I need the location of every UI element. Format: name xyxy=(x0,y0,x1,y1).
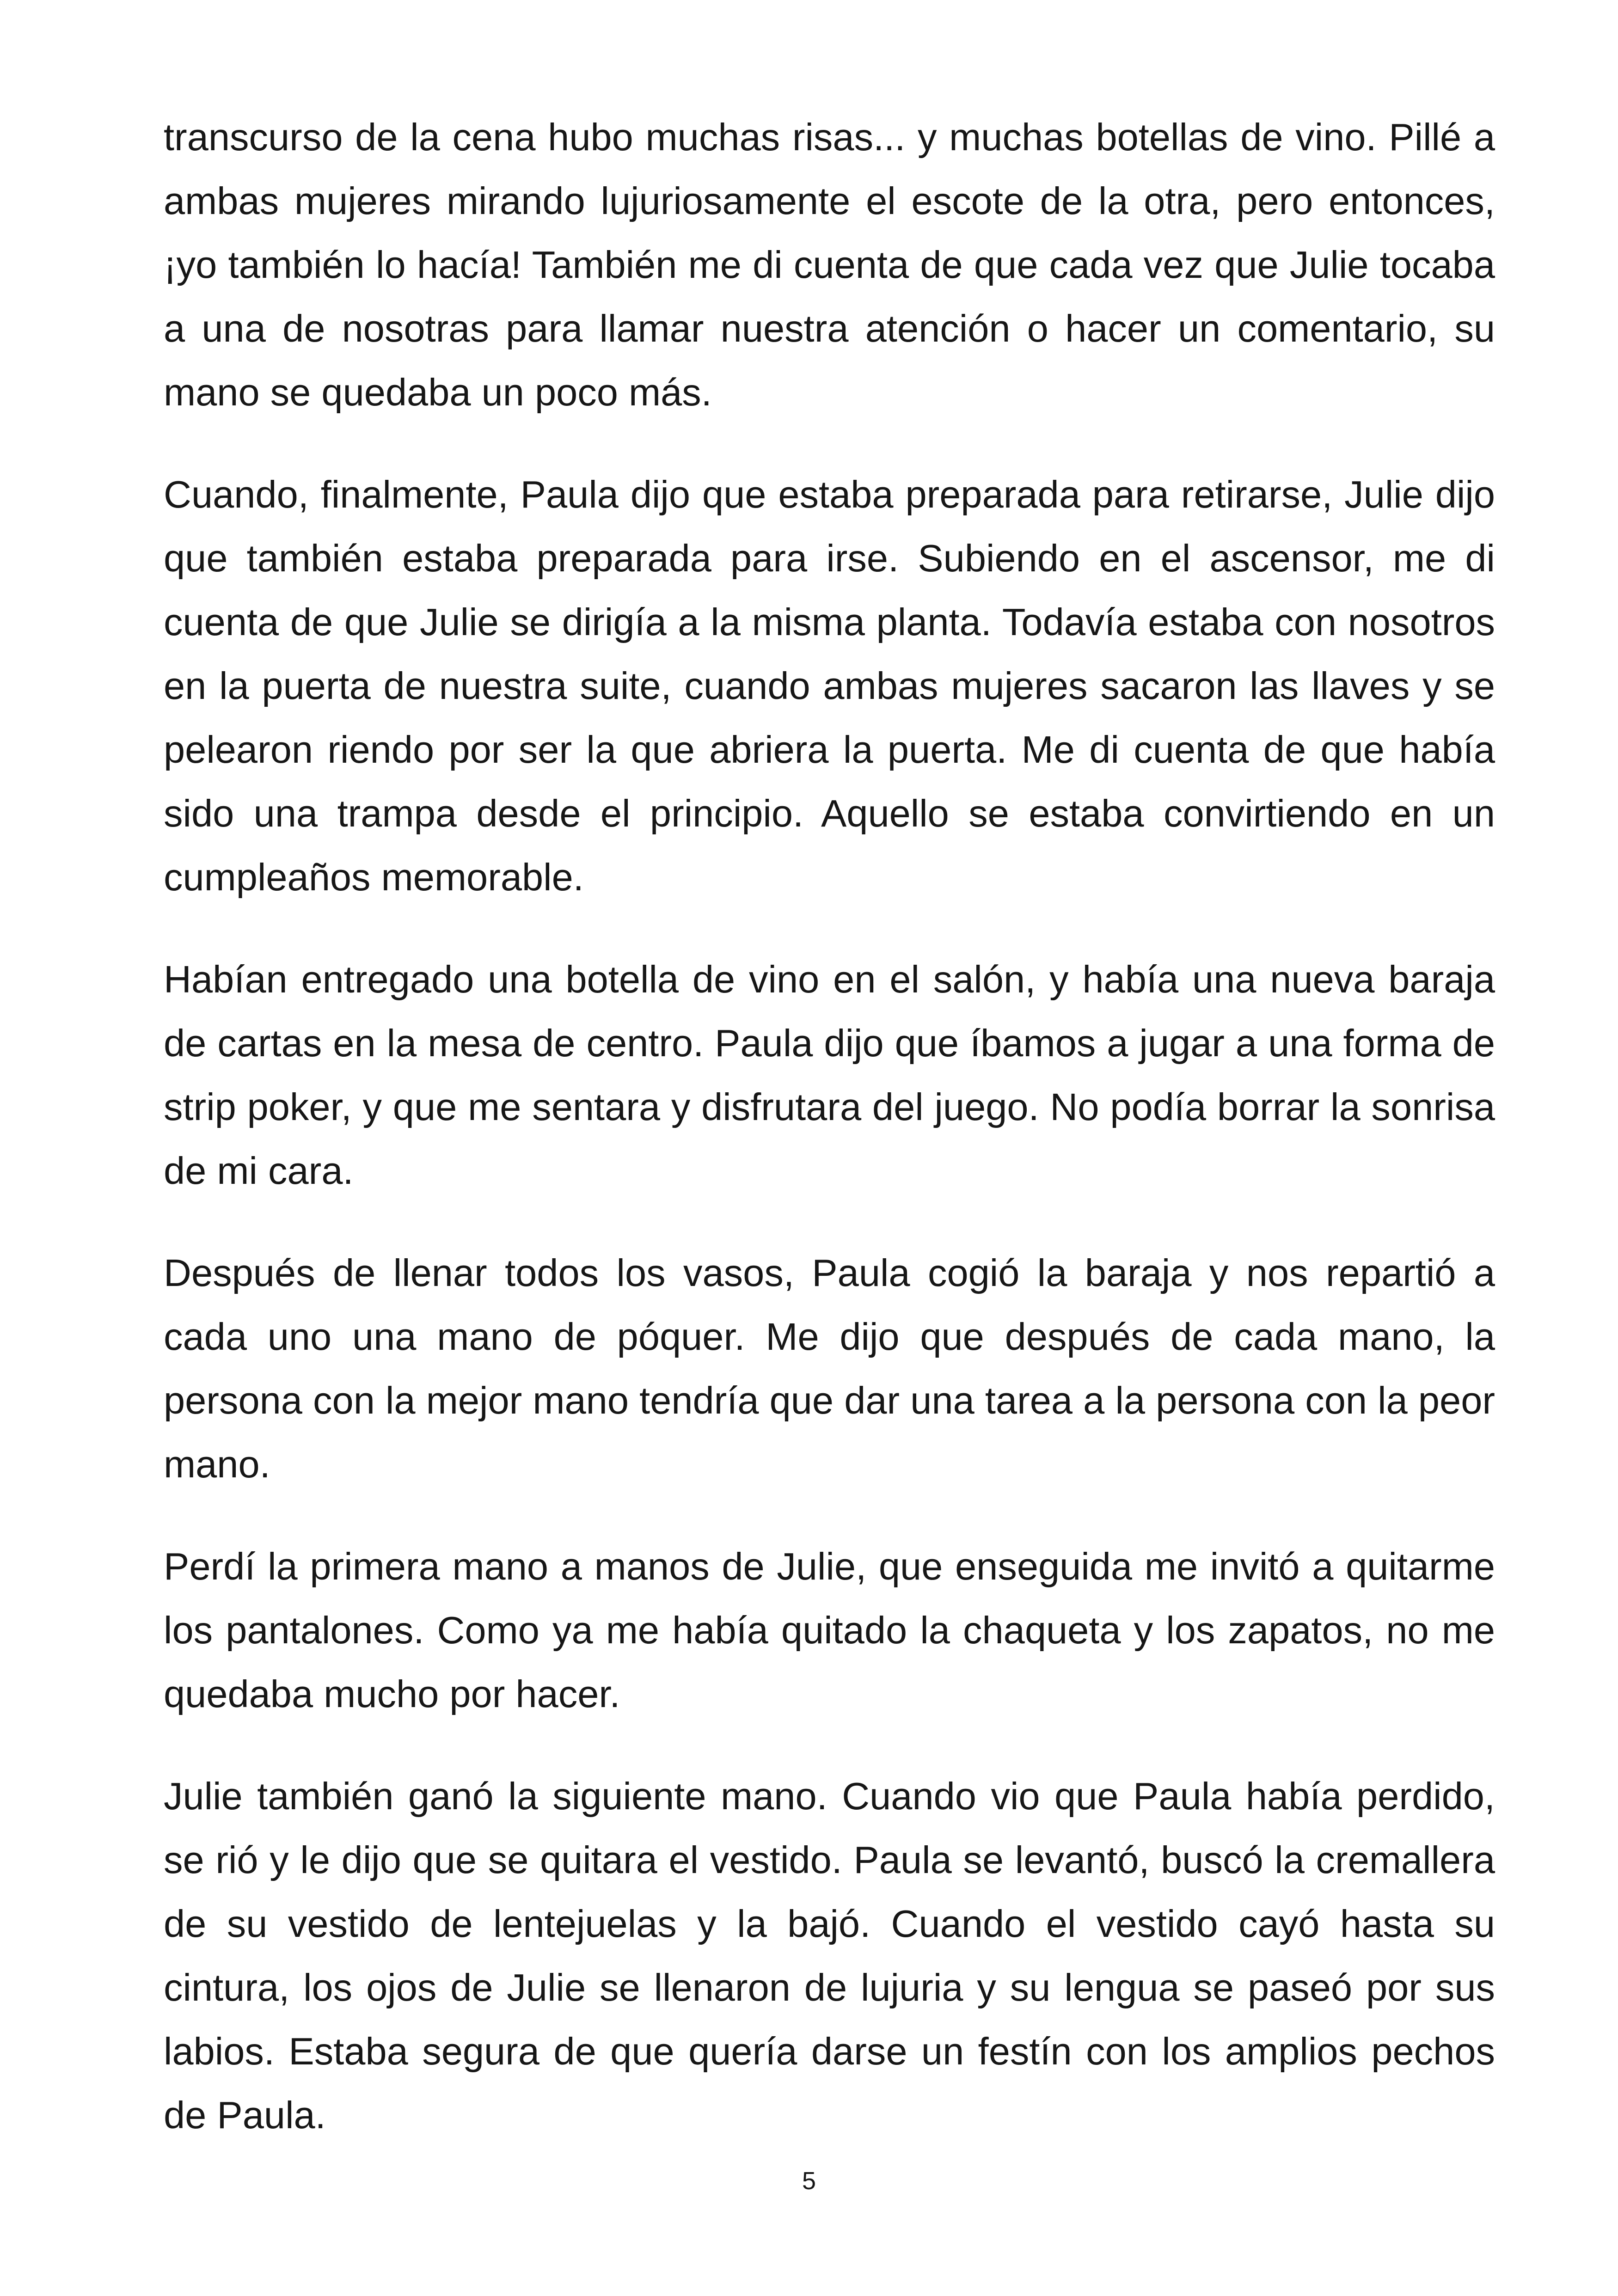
paragraph-6: Julie también ganó la siguiente mano. Cuando vio que Paula había perdido, se rió y le dijo que se quitara el vestido. Paula se levantó, buscó la cremallera de su vestido de lentejuelas y la bajó. Cuando el vestido cayó hasta su cintura, los ojos de Julie se llenaron de lujuria y su lengua se paseó por sus labios. Estaba segura de que quería darse un festín con los amplios pechos de Paula. xyxy=(164,1775,1495,2137)
page-number: 5 xyxy=(802,2167,816,2195)
paragraph-3: Habían entregado una botella de vino en el salón, y había una nueva baraja de cartas en la mesa de centro. Paula dijo que íbamos a jugar a una forma de strip poker, y que me sentara y disfrutara del juego. No podía borrar la sonrisa de mi cara. xyxy=(164,958,1495,1192)
paragraph-1: transcurso de la cena hubo muchas risas... y muchas botellas de vino. Pillé a ambas mujeres mirando lujuriosamente el escote de la otra, pero entonces, ¡yo también lo hacía! También me di cuenta de que cada vez que Julie tocaba a una de nosotras para llamar nuestra atención o hacer un comentario, su mano se quedaba un poco más. xyxy=(164,116,1495,414)
paragraph-5: Perdí la primera mano a manos de Julie, que enseguida me invitó a quitarme los pantalones. Como ya me había quitado la chaqueta y los zapatos, no me quedaba mucho por hacer. xyxy=(164,1545,1495,1715)
paragraph-4: Después de llenar todos los vasos, Paula cogió la baraja y nos repartió a cada uno una mano de póquer. Me dijo que después de cada mano, la persona con la mejor mano tendría que dar una tarea a la persona con la peor mano. xyxy=(164,1251,1495,1486)
paragraph-2: Cuando, finalmente, Paula dijo que estaba preparada para retirarse, Julie dijo que también estaba preparada para irse. Subiendo en el ascensor, me di cuenta de que Julie se dirigía a la misma planta. Todavía estaba con nosotros en la puerta de nuestra suite, cuando ambas mujeres sacaron las llaves y se pelearon riendo por ser la que abriera la puerta. Me di cuenta de que había sido una trampa desde el principio. Aquello se estaba convirtiendo en un cumpleaños memorable. xyxy=(164,473,1495,899)
body-text xyxy=(164,105,1495,2186)
